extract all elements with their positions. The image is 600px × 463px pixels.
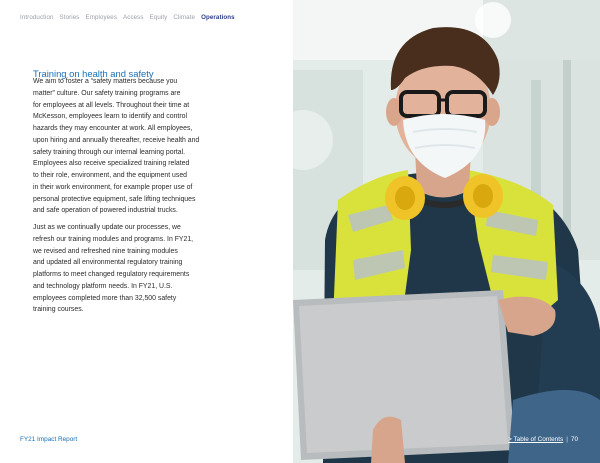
worker-photo-illustration xyxy=(293,0,600,463)
body-line: for employees at all levels. Throughout their time at xyxy=(33,101,190,109)
body-line: safety training through our internal learning portal. xyxy=(33,148,186,156)
paragraph-2 xyxy=(33,222,215,316)
footer-separator: | xyxy=(566,436,568,443)
section-heading: Training on health and safety xyxy=(33,67,154,79)
text-page xyxy=(0,0,293,463)
nav-item-introduction[interactable]: Introduction xyxy=(20,14,54,21)
body-line: refresh our training modules and programs. In FY21, xyxy=(33,235,194,243)
report-title: FY21 Impact Report xyxy=(20,436,78,443)
body-line: training courses. xyxy=(33,306,84,314)
body-line: we revised and refreshed nine training modules xyxy=(33,247,178,255)
body-line: matter” culture. Our safety training programs are xyxy=(33,89,181,97)
body-line: We aim to foster a “safety matters because you xyxy=(33,78,178,85)
body-line: hazards they may encounter at work. All employees, xyxy=(33,125,193,132)
hero-photo xyxy=(293,0,600,463)
body-line: in their work environment, for example proper use of xyxy=(33,183,193,191)
page-number: 70 xyxy=(570,436,578,443)
nav-item-employees[interactable]: Employees xyxy=(85,14,118,21)
nav-item-climate[interactable]: Climate xyxy=(173,14,196,21)
body-line: McKesson, employees learn to identify and control xyxy=(33,113,187,121)
body-text xyxy=(33,76,215,321)
nav-item-equity[interactable]: Equity xyxy=(149,14,168,21)
body-line: personal protective equipment, safe lifting techniques xyxy=(33,195,196,203)
body-line: Just as we continually update our processes, we xyxy=(33,224,181,231)
nav-item-operations[interactable]: Operations xyxy=(201,14,235,21)
body-line: and updated all environmental regulatory training xyxy=(33,259,183,267)
body-line: Employees also receive specialized training related xyxy=(33,160,190,168)
body-line: upon hiring and annually thereafter, receive health and xyxy=(33,136,200,144)
body-line: platforms to meet changed regulatory requirements xyxy=(33,271,190,278)
section-nav xyxy=(20,14,235,21)
body-line: to their role, environment, and the equipment used xyxy=(33,172,187,179)
nav-item-access[interactable]: Access xyxy=(123,14,144,21)
footer-navigation xyxy=(508,436,578,443)
body-line: and technology platform needs. In FY21, U.S. xyxy=(33,282,173,290)
paragraph-1 xyxy=(33,76,215,217)
table-of-contents-link[interactable]: > Table of Contents xyxy=(508,436,564,443)
body-line: and safe operation of powered industrial trucks. xyxy=(33,207,178,215)
nav-item-stories[interactable]: Stories xyxy=(59,14,80,21)
body-line: employees completed more than 32,500 safety xyxy=(33,294,177,302)
